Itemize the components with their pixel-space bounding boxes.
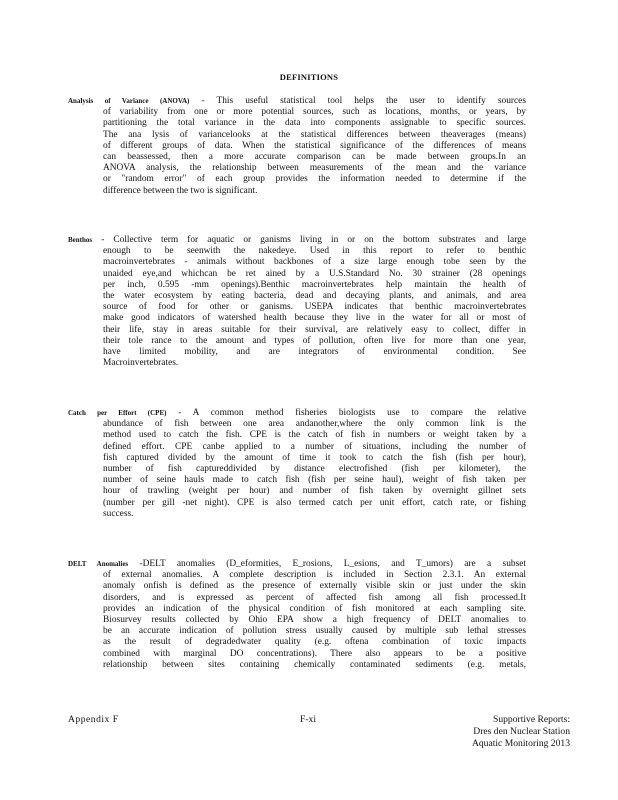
definition-line: method used to catch the fish. CPE is the catch of fish in numbers or weight taken by a [103,430,526,441]
definition-line: fish captured divided by the amount of time it took to catch the fish (fish per hour), [103,452,526,463]
page-title: DEFINITIONS [279,72,339,82]
definition-delt-anomalies [68,559,526,671]
definition-line: Biosurvey results collected by Ohio EPA show a high frequency of DELT anomalies to [103,615,526,626]
definition-line: (number per gill -net night). CPE is also termed catch per unit effort, catch rate, or fishing [103,497,526,508]
definition-text: - Collective term for aquatic or ganisms living in or on the bottom substrates and large [92,235,526,245]
definition-line: the water ecosystem by eating bacteria, dead and decaying plants, and animals, and area [103,291,526,302]
definition-line: macroinvertebrates - animals without backbones of a size large enough tobe seen by the [103,257,526,268]
definition-line: ANOVA analysis, the relationship between measurements of the mean and the variance [103,163,526,174]
definition-line: relationship between sites containing chemically contaminated sediments (e.g. metals, [103,659,526,670]
definition-term: Analysis of Variance (ANOVA) [68,97,190,105]
definition-line: their tole rance to the amount and types of pollution, often live for more than one year, [103,335,526,346]
definition-line: The ana lysis of variancelooks at the statistical differences between theaverages (means) [103,129,526,140]
definition-line: source of food for other or ganisms. USEPA indicates that benthic macroinvertebrates [103,302,526,313]
definition-first-line [68,559,526,570]
definition-line: provides an indication of the physical condition of fish monitored at each sampling site. [103,603,526,614]
definition-line: number of seine hauls made to catch fish (fish per seine haul), weight of fish taken per [103,475,526,486]
definition-line: of different groups of data. When the statistical significance of the differences of means [103,140,526,151]
definition-line: success. [103,508,134,519]
definition-line: as the result of degradedwater quality (e.g. oftena combination of toxic impacts [103,637,526,648]
definition-line: their life, stay in areas suitable for their survival, are relatively easy to collect, differ in [103,324,526,335]
definition-first-line [68,235,526,246]
definition-line: partitioning the total variance in the data into components assignable to specific sources. [103,118,526,129]
definition-line: hour of trawling (weight per hour) and number of fish taken by overnight gillnet sets [103,486,526,497]
definition-line: have limited mobility, and are integrators of environmental condition. See [103,347,526,358]
definition-line: abundance of fish between one area andanother,where the only common link is the [103,419,526,430]
definition-line: of external anomalies. A complete description is included in Section 2.3.1. An external [103,570,526,581]
footer-report-line: Aquatic Monitoring 2013 [471,738,570,749]
definition-anova [68,96,526,197]
footer-report-info [472,714,570,750]
definition-term: Benthos [68,236,93,244]
definition-line: enough to be seenwith the nakedeye. Used in this report to refer to benthic [103,246,526,257]
definition-line: disorders, and is expressed as percent of affected fish among all fish processed.It [103,592,526,603]
definition-line: can beassessed, then a more accurate comparison can be made between groups.In an [103,152,526,163]
definition-line: defined effort. CPE canbe applied to a number of situations, including the number of [103,441,526,452]
definition-cpe [68,408,526,520]
definition-line: difference between the two is significant. [103,185,258,196]
footer-page-number: F-xi [300,714,316,725]
definition-term: DELT Anomalies [68,560,129,568]
definition-line: Macroinvertebrates. [103,358,179,369]
definition-line: unaided eye,and whichcan be ret ained by a U.S.Standard No. 30 strainer (28 openings [103,268,526,279]
definition-benthos [68,235,526,369]
definition-line: combined with marginal DO concentrations). There also appears to be a positive [103,648,526,659]
definition-text: -DELT anomalies (D_eformities, E_rosions, L_esions, and T_umors) are a subset [128,559,526,569]
definition-line: number of fish captureddivided by distance electrofished (fish per kilometer), the [103,464,526,475]
definition-line: of variability from one or more potential sources, such as locations, months, or years, by [103,107,526,118]
definition-line: per inch, 0.595 -mm openings).Benthic macroinvertebrates help maintain the health of [103,279,526,290]
definition-text: - This useful statistical tool helps the user to identify sources [189,96,526,106]
definition-line: or "random error" of each group provides the information needed to determine if the [103,174,526,185]
footer-report-line: Supportive Reports: [492,714,570,725]
definition-first-line [68,96,526,107]
definition-line: anomaly onfish is defined as the presence of externally visible skin or just under the skin [103,581,526,592]
definition-term: Catch per Effort (CPE) [68,409,167,417]
definition-first-line [68,408,526,419]
footer-report-line: Dres den Nuclear Station [473,726,570,737]
definition-line: make good indicators of watershed health because they live in the water for all or most of [103,313,526,324]
definition-line: be an accurate indication of pollution stress usually caused by multiple sub lethal stresses [103,626,526,637]
footer-appendix: Appendix F [68,714,119,725]
definition-text: - A common method fisheries biologists use to compare the relative [166,408,526,418]
